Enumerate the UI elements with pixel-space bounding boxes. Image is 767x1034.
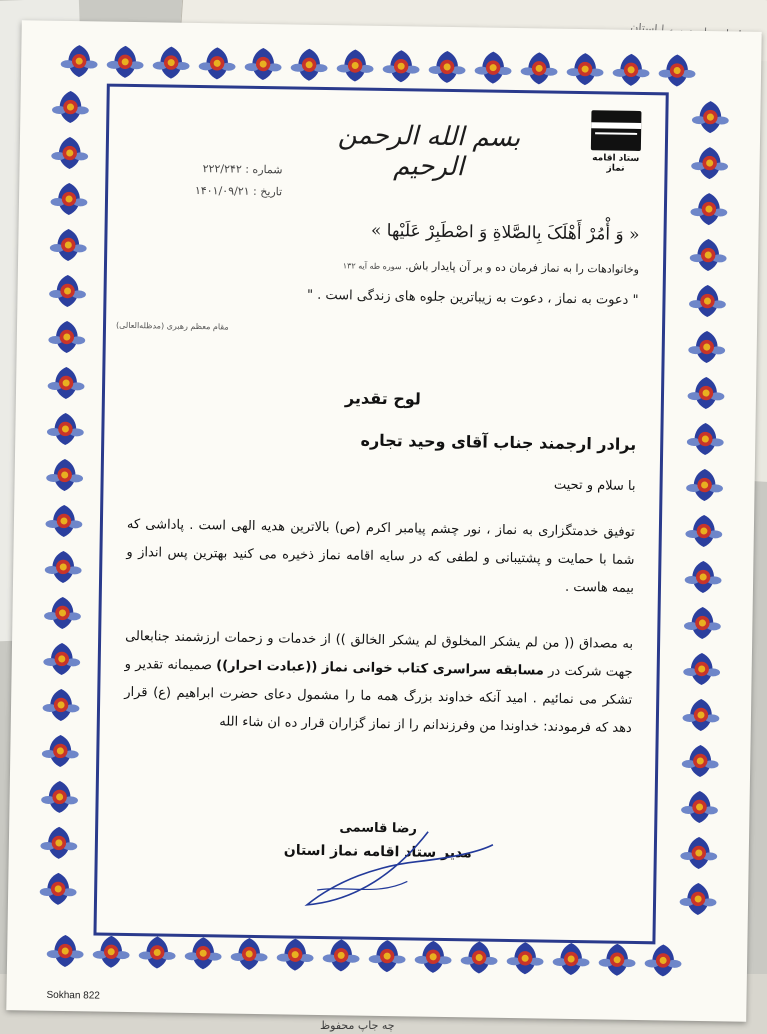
- signature-block: [278, 819, 479, 861]
- letter-meta: [122, 157, 283, 204]
- verse-translation: وخانوادهات را به نماز فرمان ده و بر آن پایدار باش. سوره طه آیه ۱۳۲: [342, 259, 640, 276]
- floral-ornament-icon: [153, 46, 190, 79]
- printer-mark: Sokhan 822: [46, 989, 100, 1002]
- floral-ornament-icon: [47, 413, 84, 446]
- floral-ornament-icon: [245, 48, 282, 81]
- floral-ornament-icon: [685, 561, 722, 594]
- greeting: با سلام و تحیت: [553, 477, 636, 494]
- floral-ornament-icon: [40, 827, 77, 860]
- floral-ornament-icon: [683, 653, 720, 686]
- floral-ornament-icon: [687, 423, 724, 456]
- floral-ornament-icon: [692, 101, 729, 134]
- floral-ornament-icon: [682, 699, 719, 732]
- floral-ornament-icon: [49, 275, 86, 308]
- organization-logo: [584, 110, 647, 174]
- floral-ornament-icon: [47, 367, 84, 400]
- floral-ornament-icon: [42, 735, 79, 768]
- floral-ornament-icon: [51, 137, 88, 170]
- floral-ornament-icon: [107, 46, 144, 79]
- floral-ornament-icon: [680, 837, 717, 870]
- floral-ornament-icon: [691, 147, 728, 180]
- floral-ornament-icon: [682, 745, 719, 778]
- floral-ornament-icon: [428, 51, 465, 84]
- floral-ornament-icon: [686, 469, 723, 502]
- bismillah-calligraphy: بسم الله الرحمن الرحیم: [337, 120, 521, 183]
- floral-ornament-icon: [199, 47, 236, 80]
- floral-ornament-icon: [685, 515, 722, 548]
- floral-ornament-icon: [93, 935, 130, 968]
- floral-ornament-icon: [369, 940, 406, 973]
- floral-ornament-icon: [45, 505, 82, 538]
- signatory-name: رضا قاسمی: [339, 820, 418, 837]
- floral-ornament-icon: [679, 883, 716, 916]
- competition-name: مسابقه سراسری کتاب خوانی نماز ((عبادت احرار)): [216, 658, 544, 679]
- floral-ornament-icon: [40, 873, 77, 906]
- kaaba-logo-icon: [591, 110, 642, 151]
- floral-ornament-icon: [48, 321, 85, 354]
- floral-ornament-icon: [552, 943, 589, 976]
- floral-ornament-icon: [689, 285, 726, 318]
- floral-ornament-icon: [687, 377, 724, 410]
- floral-ornament-icon: [47, 935, 84, 968]
- certificate-title: لوح تقدیر: [344, 388, 422, 409]
- floral-ornament-icon: [42, 689, 79, 722]
- floral-ornament-icon: [688, 331, 725, 364]
- bottom-strip-text: چه جاپ محفوظ: [320, 1019, 395, 1032]
- floral-ornament-icon: [337, 49, 374, 82]
- leader-quote: " دعوت به نماز ، دعوت به زیباترین جلوه های زندگی است . ": [306, 287, 639, 308]
- floral-ornament-icon: [52, 91, 89, 124]
- floral-ornament-icon: [461, 941, 498, 974]
- floral-ornament-icon: [474, 51, 511, 84]
- floral-ornament-icon: [382, 50, 419, 83]
- handwritten-signature: [277, 809, 499, 922]
- floral-ornament-icon: [139, 936, 176, 969]
- floral-ornament-icon: [50, 183, 87, 216]
- floral-ornament-icon: [681, 791, 718, 824]
- logo-caption: ستاد اقامه نماز: [592, 153, 640, 174]
- floral-ornament-icon: [43, 643, 80, 676]
- floral-ornament-icon: [598, 943, 635, 976]
- floral-ornament-icon: [507, 942, 544, 975]
- floral-ornament-icon: [277, 938, 314, 971]
- floral-ornament-icon: [50, 229, 87, 262]
- floral-ornament-icon: [323, 939, 360, 972]
- quran-verse: « وَ أْمُرْ أَهْلَکَ بِالصَّلاةِ وَ اصْطَبِرْ عَلَيْها »: [370, 220, 640, 245]
- floral-ornament-icon: [61, 45, 98, 78]
- signatory-title: مدیر ستاد اقامه نماز استان: [283, 842, 472, 862]
- floral-ornament-icon: [46, 459, 83, 492]
- floral-ornament-icon: [45, 551, 82, 584]
- quote-source: مقام معظم رهبری (مدظله‌العالی): [115, 320, 229, 332]
- floral-ornament-icon: [690, 193, 727, 226]
- body-paragraph-1: توفیق خدمتگزاری به نماز ، نور چشم پیامبر اکرم (ص) بالاترین هدیه الهی است . پاداشی که شما با حمایت و پشتیبانی و لطفی که در سایه اقامه نماز ذخیره می کنید بهترین پس انداز و بیمه هاست .: [126, 516, 635, 596]
- floral-ornament-icon: [185, 937, 222, 970]
- body-paragraph-2: به مصداق (( من لم یشکر المخلوق لم یشکر الخالق )) از خدمات و زحمات ارزشمند جنابعالی جهت شرکت در مسابقه سراسری کتاب خوانی نماز ((عبادت احرار)) صمیمانه تقدیر و تشکر می نمائیم . امید آنکه خداوند بزرگ همه ما را مشمول دعای حضرت ابراهیم (ع) قرار دهد که فرمودند: خداوندا من وفرزندانم را از نماز گزاران قرار ده ان شاء الله: [124, 628, 634, 736]
- verse-reference: سوره طه آیه ۱۳۲: [342, 261, 402, 272]
- floral-ornament-icon: [44, 597, 81, 630]
- recipient-name: برادر ارجمند جناب آقای وحید تجاره: [360, 430, 637, 454]
- floral-ornament-icon: [566, 53, 603, 86]
- floral-ornament-icon: [690, 239, 727, 272]
- floral-ornament-icon: [658, 54, 695, 87]
- floral-ornament-icon: [520, 52, 557, 85]
- floral-ornament-icon: [415, 941, 452, 974]
- floral-ornament-icon: [612, 54, 649, 87]
- certificate-paper: [6, 20, 761, 1022]
- letter-date: تاریخ : ۱۴۰۱/۰۹/۲۱: [194, 183, 283, 199]
- floral-ornament-icon: [231, 938, 268, 971]
- floral-ornament-icon: [41, 781, 78, 814]
- letter-number: شماره : ۲۲۲/۲۴۲: [202, 162, 283, 177]
- floral-ornament-icon: [291, 48, 328, 81]
- inner-frame: [93, 84, 668, 945]
- floral-ornament-icon: [644, 944, 681, 977]
- floral-ornament-icon: [684, 607, 721, 640]
